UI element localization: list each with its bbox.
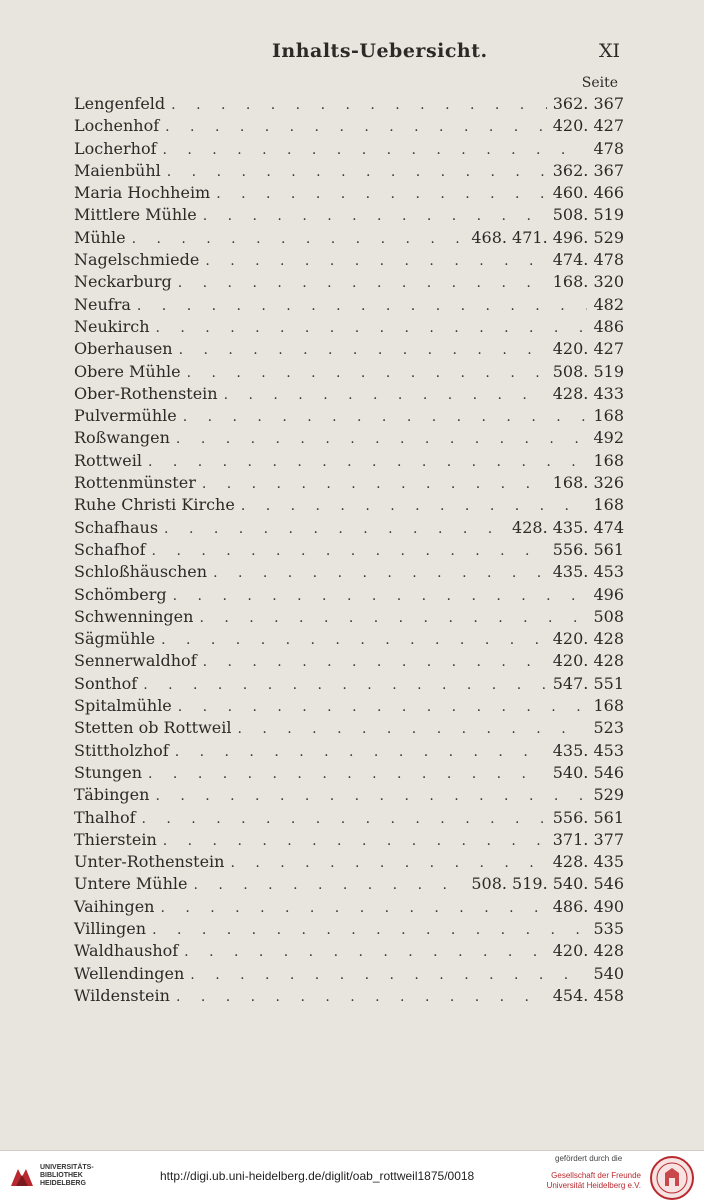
toc-entry xyxy=(74,405,624,427)
entry-name: Lengenfeld xyxy=(74,94,166,113)
university-library-name[interactable] xyxy=(40,1164,94,1188)
library-name-line: UNIVERSITÄTS- xyxy=(40,1164,94,1171)
toc-entry xyxy=(74,940,624,962)
toc-entry xyxy=(74,316,624,338)
entry-pages: 529 xyxy=(593,785,624,805)
dot-leader xyxy=(183,406,588,428)
entry-name: Ruhe Christi Kirche xyxy=(74,495,235,515)
dot-leader xyxy=(230,852,546,874)
dot-leader xyxy=(165,116,547,138)
entry-pages: 168 xyxy=(593,450,624,470)
dot-leader xyxy=(171,94,547,116)
sponsor-name-line: Universität Heidelberg e.V. xyxy=(546,1181,641,1190)
dot-leader xyxy=(132,228,466,250)
dot-leader xyxy=(179,339,547,361)
entry-name: Ober-Rothenstein xyxy=(74,383,218,403)
dot-leader xyxy=(148,763,547,785)
permalink-url[interactable]: http://digi.ub.uni-heidelberg.de/diglit/oab_rottweil1875/0018 xyxy=(160,1169,475,1183)
dot-leader xyxy=(143,674,547,696)
toc-entry xyxy=(74,740,624,762)
entry-pages: 535 xyxy=(593,918,624,938)
entry-name: Thalhof xyxy=(74,807,136,827)
toc-entry xyxy=(74,227,624,249)
dot-leader xyxy=(152,919,587,941)
dot-leader xyxy=(216,183,547,205)
entry-pages: 482 xyxy=(593,294,624,314)
dot-leader xyxy=(152,540,547,562)
entry-pages: 362. 367 xyxy=(552,160,624,180)
entry-pages: 420. 427 xyxy=(552,116,624,136)
entry-name: Stungen xyxy=(74,762,143,782)
entry-pages: 428. 435 xyxy=(552,852,624,872)
entry-name: Stittholzhof xyxy=(74,740,169,760)
toc-entry xyxy=(74,115,624,137)
toc-entry xyxy=(74,160,624,182)
dot-leader xyxy=(163,830,547,852)
toc-entry xyxy=(74,383,624,405)
entry-pages: 474. 478 xyxy=(552,250,624,270)
entry-name: Schloßhäuschen xyxy=(74,562,208,582)
dot-leader xyxy=(173,585,588,607)
dot-leader xyxy=(164,518,506,540)
toc-entry xyxy=(74,717,624,739)
library-name-line: BIBLIOTHEK xyxy=(40,1172,83,1179)
dot-leader xyxy=(184,941,547,963)
entry-pages: 168 xyxy=(593,495,624,515)
supported-by-label: gefördert durch die xyxy=(555,1154,623,1163)
entry-name: Waldhaushof xyxy=(74,941,179,961)
toc-entry xyxy=(74,294,624,316)
toc-entry xyxy=(74,584,624,606)
toc-entry xyxy=(74,182,624,204)
entry-name: Neukirch xyxy=(74,316,150,336)
toc-entry xyxy=(74,361,624,383)
entry-pages: 435. 453 xyxy=(552,562,624,582)
entry-pages: 486. 490 xyxy=(552,896,624,916)
toc-entry xyxy=(74,896,624,918)
entry-pages: 508. 519 xyxy=(552,361,624,381)
entry-name: Lochenhof xyxy=(74,116,160,136)
dot-leader xyxy=(237,718,587,740)
toc-entry xyxy=(74,807,624,829)
toc-entry xyxy=(74,650,624,672)
dot-leader xyxy=(137,295,588,317)
entry-name: Locherhof xyxy=(74,138,157,158)
dot-leader xyxy=(142,808,547,830)
entry-name: Unter-Rothenstein xyxy=(74,852,225,872)
dot-leader xyxy=(176,986,547,1008)
entry-name: Schafhaus xyxy=(74,517,159,537)
dot-leader xyxy=(176,428,588,450)
dot-leader xyxy=(155,785,587,807)
toc-entry xyxy=(74,517,624,539)
entry-name: Sennerwaldhof xyxy=(74,651,197,671)
entry-pages: 508 xyxy=(593,606,624,626)
entry-name: Rottweil xyxy=(74,450,142,470)
entry-pages: 420. 428 xyxy=(552,941,624,961)
toc-entry xyxy=(74,985,624,1007)
entry-name: Mittlere Mühle xyxy=(74,205,197,225)
page-header xyxy=(0,38,704,66)
entry-name: Schafhof xyxy=(74,539,146,559)
entry-pages: 468. 471. 496. 529 xyxy=(471,227,624,247)
dot-leader xyxy=(178,272,547,294)
entry-pages: 371. 377 xyxy=(552,829,624,849)
toc-entry xyxy=(74,271,624,293)
entry-name: Spitalmühle xyxy=(74,696,172,716)
entry-name: Neufra xyxy=(74,294,131,314)
page-number: XI xyxy=(598,40,620,62)
entry-pages: 420. 427 xyxy=(552,339,624,359)
dot-leader xyxy=(187,362,547,384)
entry-name: Pulvermühle xyxy=(74,406,177,426)
footer-bar xyxy=(0,1150,704,1204)
entry-pages: 428. 435. 474 xyxy=(512,517,624,537)
dot-leader xyxy=(193,874,465,896)
toc-entry xyxy=(74,606,624,628)
entry-name: Sonthof xyxy=(74,673,138,693)
dot-leader xyxy=(205,250,546,272)
entry-name: Villingen xyxy=(74,918,147,938)
entry-name: Wildenstein xyxy=(74,985,170,1005)
entry-name: Untere Mühle xyxy=(74,874,188,894)
entry-pages: 460. 466 xyxy=(552,183,624,203)
dot-leader xyxy=(156,317,588,339)
entry-pages: 435. 453 xyxy=(552,740,624,760)
dot-leader xyxy=(178,696,588,718)
entry-name: Stetten ob Rottweil xyxy=(74,718,232,738)
entry-name: Mühle xyxy=(74,227,126,247)
entry-name: Thierstein xyxy=(74,829,157,849)
dot-leader xyxy=(167,161,547,183)
university-library-logo-icon[interactable] xyxy=(8,1163,36,1191)
entry-name: Vaihingen xyxy=(74,896,155,916)
dot-leader xyxy=(203,205,547,227)
entry-pages: 492 xyxy=(593,428,624,448)
entry-pages: 486 xyxy=(593,316,624,336)
entry-pages: 168 xyxy=(593,696,624,716)
entry-pages: 420. 428 xyxy=(552,651,624,671)
entry-pages: 508. 519. 540. 546 xyxy=(471,874,624,894)
entry-pages: 420. 428 xyxy=(552,629,624,649)
dot-leader xyxy=(161,629,547,651)
table-of-contents xyxy=(74,93,624,1007)
toc-entry xyxy=(74,628,624,650)
page-column-label: Seite xyxy=(581,75,618,91)
entry-pages: 540. 546 xyxy=(552,762,624,782)
toc-entry xyxy=(74,204,624,226)
entry-pages: 547. 551 xyxy=(552,673,624,693)
toc-entry xyxy=(74,427,624,449)
entry-pages: 540 xyxy=(593,963,624,983)
entry-pages: 428. 433 xyxy=(552,383,624,403)
toc-entry xyxy=(74,472,624,494)
toc-entry xyxy=(74,249,624,271)
toc-entry xyxy=(74,138,624,160)
entry-name: Täbingen xyxy=(74,785,150,805)
toc-entry xyxy=(74,561,624,583)
dot-leader xyxy=(202,473,547,495)
entry-pages: 168. 320 xyxy=(552,272,624,292)
dot-leader xyxy=(190,964,587,986)
entry-name: Rottenmünster xyxy=(74,473,196,493)
dot-leader xyxy=(224,384,547,406)
dot-leader xyxy=(148,451,588,473)
library-name-line: HEIDELBERG xyxy=(40,1180,86,1187)
entry-name: Roßwangen xyxy=(74,428,170,448)
entry-pages: 478 xyxy=(593,138,624,158)
dot-leader xyxy=(203,651,547,673)
university-seal-icon xyxy=(650,1156,694,1200)
entry-name: Maria Hochheim xyxy=(74,183,211,203)
entry-name: Neckarburg xyxy=(74,272,172,292)
entry-pages: 556. 561 xyxy=(552,807,624,827)
sponsor-name-line: Gesellschaft der Freunde xyxy=(551,1171,641,1180)
entry-pages: 168. 326 xyxy=(552,473,624,493)
dot-leader xyxy=(163,139,588,161)
entry-name: Schwenningen xyxy=(74,606,194,626)
entry-name: Wellendingen xyxy=(74,963,185,983)
toc-entry xyxy=(74,784,624,806)
entry-name: Oberhausen xyxy=(74,339,173,359)
entry-name: Maienbühl xyxy=(74,160,161,180)
entry-pages: 454. 458 xyxy=(552,985,624,1005)
toc-entry xyxy=(74,93,624,115)
toc-entry xyxy=(74,539,624,561)
toc-entry xyxy=(74,762,624,784)
dot-leader xyxy=(241,495,588,517)
dot-leader xyxy=(199,607,587,629)
toc-entry xyxy=(74,450,624,472)
entry-pages: 168 xyxy=(593,406,624,426)
dot-leader xyxy=(213,562,547,584)
toc-entry xyxy=(74,918,624,940)
toc-entry xyxy=(74,873,624,895)
entry-pages: 556. 561 xyxy=(552,539,624,559)
entry-name: Obere Mühle xyxy=(74,361,181,381)
toc-entry xyxy=(74,851,624,873)
toc-entry xyxy=(74,338,624,360)
running-title: Inhalts-Uebersicht. xyxy=(272,40,488,62)
entry-name: Schömberg xyxy=(74,584,167,604)
entry-pages: 496 xyxy=(593,584,624,604)
toc-entry xyxy=(74,963,624,985)
entry-pages: 523 xyxy=(593,718,624,738)
toc-entry xyxy=(74,695,624,717)
entry-name: Nagelschmiede xyxy=(74,250,200,270)
dot-leader xyxy=(160,897,546,919)
toc-entry xyxy=(74,673,624,695)
entry-pages: 362. 367 xyxy=(552,94,624,113)
entry-pages: 508. 519 xyxy=(552,205,624,225)
sponsor-name[interactable] xyxy=(545,1171,641,1191)
toc-entry xyxy=(74,829,624,851)
toc-entry xyxy=(74,494,624,516)
entry-name: Sägmühle xyxy=(74,629,156,649)
dot-leader xyxy=(175,741,547,763)
